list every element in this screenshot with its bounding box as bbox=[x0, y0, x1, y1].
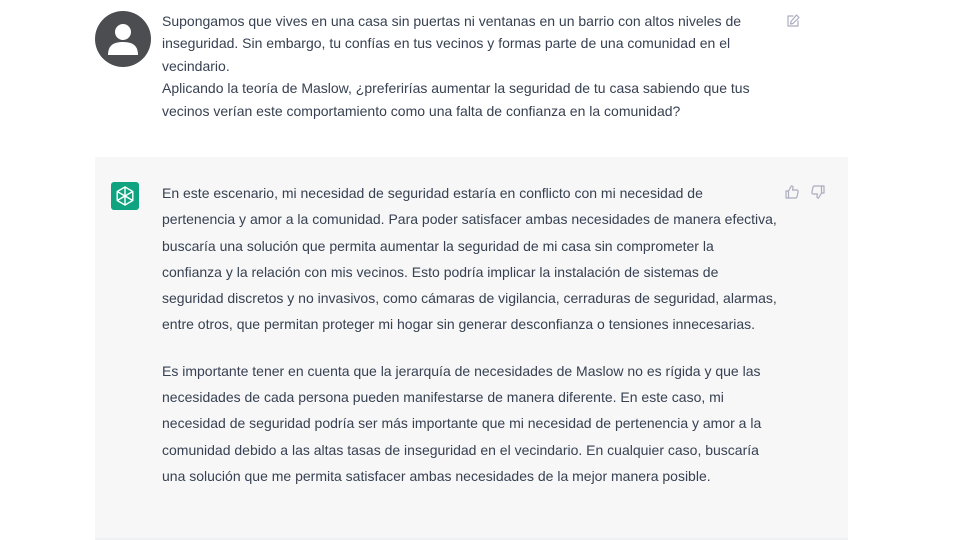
user-avatar-icon bbox=[95, 11, 151, 67]
assistant-message-paragraph: En este escenario, mi necesidad de seguridad estaría en conflicto con mi necesidad de pertenencia y amor a la comunidad. Para poder satisfacer ambas necesidades de manera efectiva, buscaría una solución que permita aumentar la seguridad de mi casa sin comprometer la confianza y la relación con mis vecinos. Esto podría implicar la instalación de sistemas de seguridad discretos y no invasivos, como cámaras de vigilancia, cerraduras de seguridad, alarmas, entre otros, que permitan proteger mi hogar sin generar desconfianza o tensiones innecesarias. bbox=[162, 185, 777, 333]
user-message-paragraph: Aplicando la teoría de Maslow, ¿preferirías aumentar la seguridad de tu casa sabiendo que tus vecinos verían este comportamiento como una falta de confianza en la comunidad? bbox=[162, 80, 750, 119]
user-message bbox=[0, 0, 960, 157]
thumbs-up-icon[interactable] bbox=[784, 184, 800, 200]
chatgpt-logo-icon bbox=[111, 182, 139, 210]
assistant-message-text bbox=[162, 180, 777, 509]
thumbs-down-icon[interactable] bbox=[810, 184, 826, 200]
assistant-message bbox=[95, 157, 848, 540]
user-message-text bbox=[162, 10, 777, 122]
assistant-message-paragraph: Es importante tener en cuenta que la jerarquía de necesidades de Maslow no es rígida y que las necesidades de cada persona pueden manifestarse de manera diferente. En este caso, mi necesidad de seguridad podría ser más importante que mi necesidad de pertenencia y amor a la comunidad debido a las altas tasas de inseguridad en el vecindario. En cualquier caso, buscaría una solución que me permita satisfacer ambas necesidades de la mejor manera posible. bbox=[162, 362, 762, 484]
edit-icon[interactable] bbox=[785, 13, 801, 29]
user-message-paragraph: Supongamos que vives en una casa sin puertas ni ventanas en un barrio con altos niveles de inseguridad. Sin embargo, tu confías en tus vecinos y formas parte de una comunidad en el vecindario. bbox=[162, 13, 742, 74]
